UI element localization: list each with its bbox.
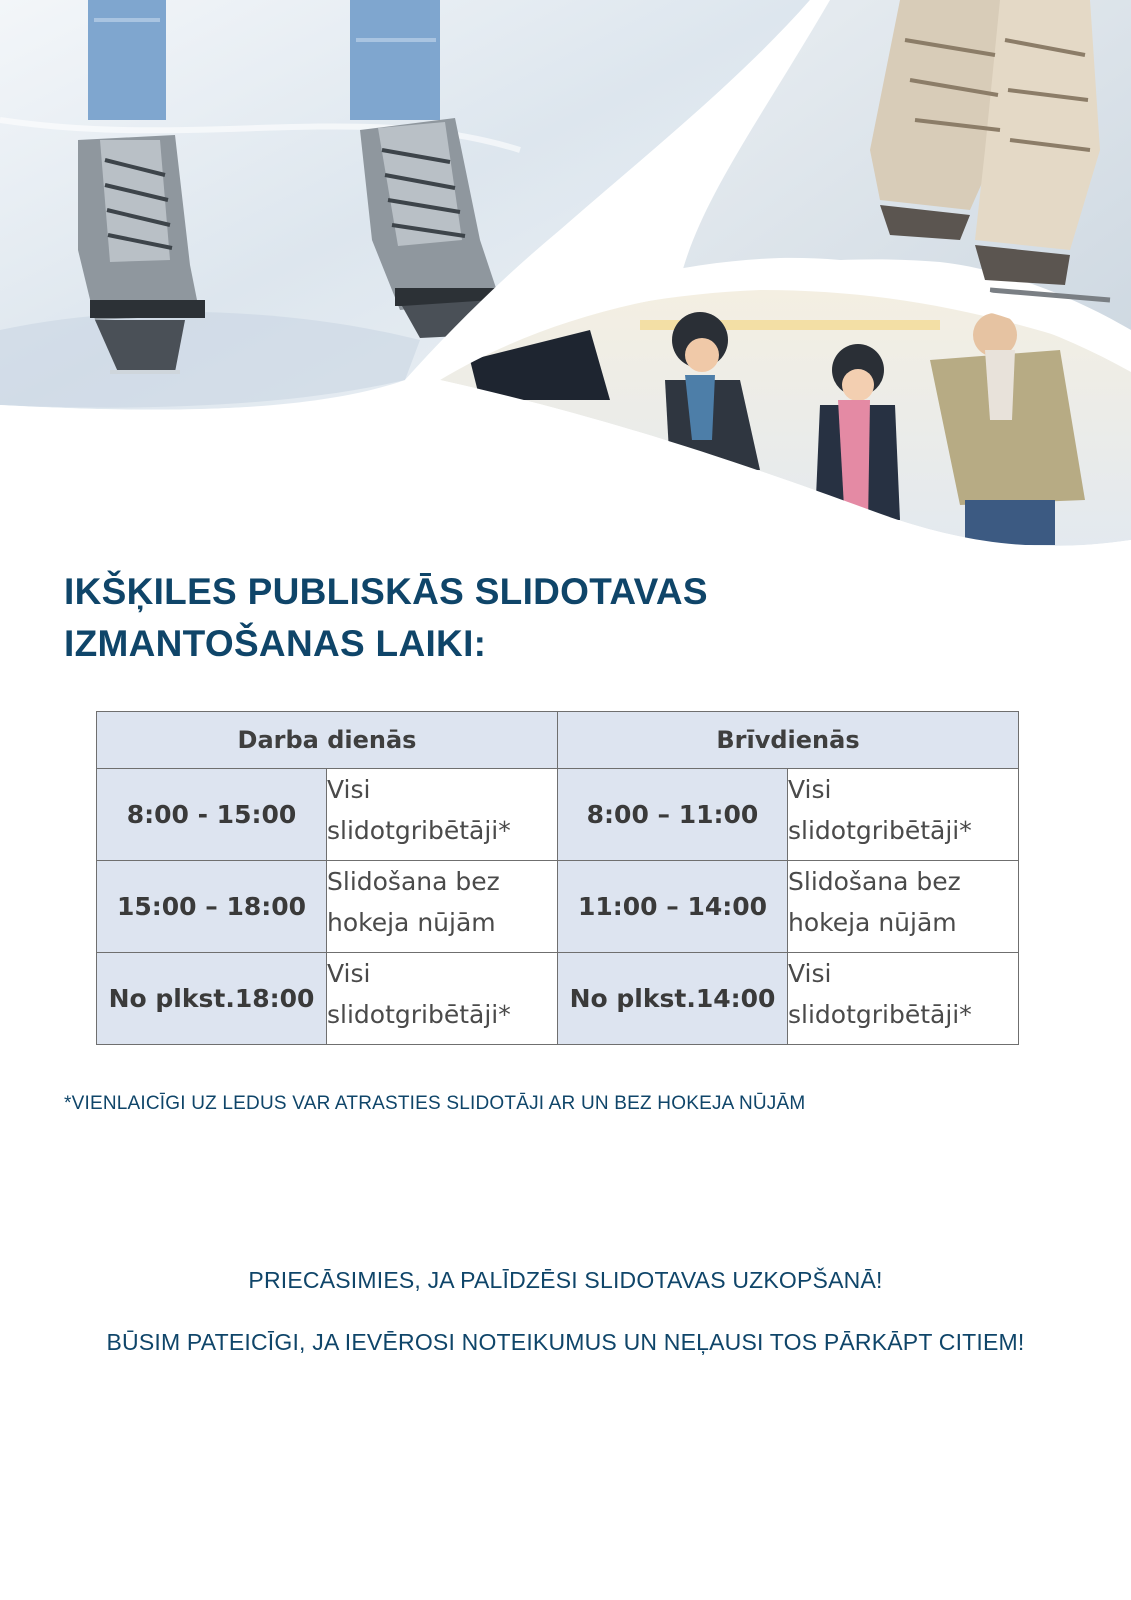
closing-line-rules: BŪSIM PATEICĪGI, JA IEVĒROSI NOTEIKUMUS UN NEĻAUSI TOS PĀRKĀPT CITIEM! bbox=[106, 1329, 1025, 1355]
header-weekends: Brīvdienās bbox=[558, 712, 1019, 769]
header-weekdays: Darba dienās bbox=[97, 712, 558, 769]
page-title bbox=[64, 566, 964, 670]
weekend-time-cell: No plkst.14:00 bbox=[558, 953, 788, 1045]
weekday-time-cell: 8:00 - 15:00 bbox=[97, 769, 327, 861]
desc-line: Visi bbox=[788, 775, 832, 804]
desc-line: Slidošana bez bbox=[327, 867, 500, 896]
desc-line: Visi bbox=[788, 959, 832, 988]
weekday-time-cell: 15:00 – 18:00 bbox=[97, 861, 327, 953]
closing-line-cleanup: PRIECĀSIMIES, JA PALĪDZĒSI SLIDOTAVAS UZKOPŠANĀ! bbox=[248, 1267, 883, 1293]
weekday-desc-cell bbox=[327, 769, 558, 861]
schedule-table bbox=[96, 711, 1019, 1045]
weekend-desc-cell bbox=[788, 861, 1019, 953]
desc-line: slidotgribētāji* bbox=[327, 1000, 511, 1029]
footnote: *VIENLAICĪGI UZ LEDUS VAR ATRASTIES SLIDOTĀJI AR UN BEZ HOKEJA NŪJĀM bbox=[64, 1093, 806, 1114]
weekend-time-cell: 11:00 – 14:00 bbox=[558, 861, 788, 953]
weekend-desc-cell bbox=[788, 769, 1019, 861]
hero-photo-collage bbox=[0, 0, 1131, 560]
weekend-desc-cell bbox=[788, 953, 1019, 1045]
desc-line: hokeja nūjām bbox=[327, 908, 496, 937]
weekday-desc-cell bbox=[327, 861, 558, 953]
desc-line: Visi bbox=[327, 775, 371, 804]
weekday-time-cell: No plkst.18:00 bbox=[97, 953, 327, 1045]
weekend-time-cell: 8:00 – 11:00 bbox=[558, 769, 788, 861]
table-header-row bbox=[97, 712, 1019, 769]
desc-line: Visi bbox=[327, 959, 371, 988]
table-row bbox=[97, 861, 1019, 953]
table-row bbox=[97, 769, 1019, 861]
desc-line: slidotgribētāji* bbox=[788, 1000, 972, 1029]
table-row bbox=[97, 953, 1019, 1045]
desc-line: Slidošana bez bbox=[788, 867, 961, 896]
desc-line: slidotgribētāji* bbox=[788, 816, 972, 845]
desc-line: hokeja nūjām bbox=[788, 908, 957, 937]
weekday-desc-cell bbox=[327, 953, 558, 1045]
title-line-1: IKŠĶILES PUBLISKĀS SLIDOTAVAS bbox=[64, 571, 708, 612]
title-line-2: IZMANTOŠANAS LAIKI: bbox=[64, 623, 487, 664]
desc-line: slidotgribētāji* bbox=[327, 816, 511, 845]
